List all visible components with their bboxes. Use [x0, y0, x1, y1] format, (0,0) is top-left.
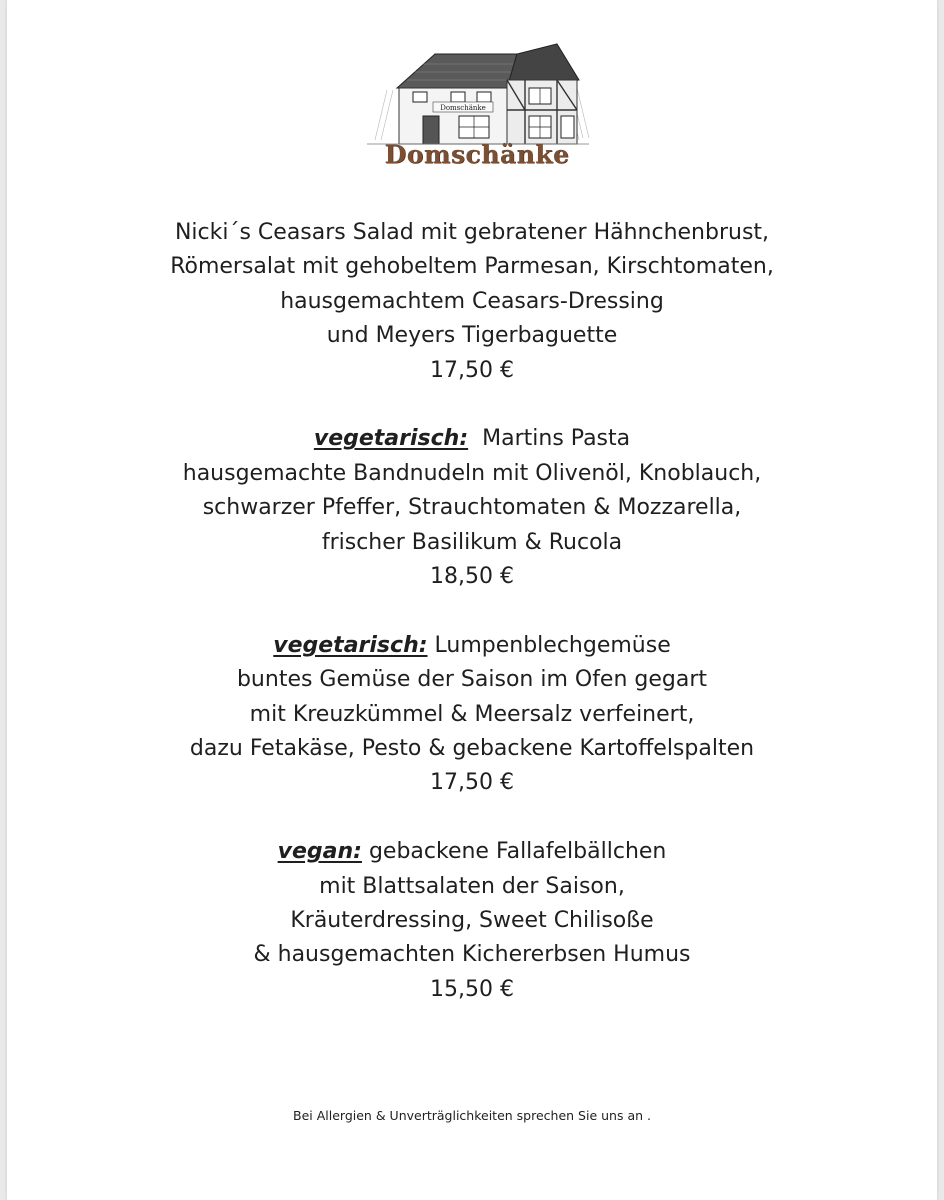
dish-title-line — [7, 629, 937, 663]
dish-description: frischer Basilikum & Rucola — [321, 529, 623, 555]
dish-description: Kräuterdressing, Sweet Chilisoße — [290, 908, 654, 934]
dish-price: 17,50 € — [430, 357, 514, 383]
dish-description: & hausgemachten Kichererbsen Humus — [253, 942, 691, 968]
dish-description: schwarzer Pfeffer, Strauchtomaten & Mozzarella, — [202, 495, 742, 521]
diet-tag: vegetarisch: — [273, 632, 428, 658]
logo-wordmark: Domschänke — [384, 140, 570, 169]
allergy-note: Bei Allergien & Unverträglichkeiten sprechen Sie uns an . — [293, 1108, 651, 1123]
diet-tag: vegetarisch: — [313, 426, 469, 452]
dish-price: 15,50 € — [430, 976, 514, 1002]
dish-title-line — [7, 835, 937, 869]
dish-title: Lumpenblechgemüse — [434, 632, 671, 658]
dish-title-line — [7, 216, 937, 250]
sign-text: Domschänke — [440, 104, 486, 112]
dish-description: mit Blattsalaten der Saison, — [319, 873, 625, 899]
diet-tag: vegan: — [277, 839, 362, 865]
menu-list — [7, 216, 937, 1007]
dish-description: hausgemachtem Ceasars-Dressing — [280, 288, 664, 314]
dish-item — [7, 216, 937, 388]
dish-item — [7, 835, 937, 1007]
dish-title: Martins Pasta — [482, 426, 631, 452]
house-sketch-icon — [357, 40, 597, 150]
dish-price: 18,50 € — [430, 564, 514, 590]
dish-description: buntes Gemüse der Saison im Ofen gegart — [236, 667, 708, 693]
dish-title-line — [7, 422, 937, 456]
dish-item — [7, 629, 937, 801]
dish-description: und Meyers Tigerbaguette — [326, 323, 618, 349]
dish-description: hausgemachte Bandnudeln mit Olivenöl, Knoblauch, — [182, 460, 762, 486]
restaurant-logo — [357, 40, 597, 180]
dish-description: dazu Fetakäse, Pesto & gebackene Kartoffelspalten — [189, 736, 755, 762]
dish-description: Römersalat mit gehobeltem Parmesan, Kirschtomaten, — [170, 254, 774, 280]
menu-page — [7, 0, 937, 1200]
dish-description: mit Kreuzkümmel & Meersalz verfeinert, — [249, 701, 695, 727]
dish-item — [7, 422, 937, 594]
dish-price: 17,50 € — [430, 770, 514, 796]
dish-title: Nicki´s Ceasars Salad mit gebratener Hähnchenbrust, — [174, 220, 770, 245]
dish-title: gebackene Fallafelbällchen — [368, 839, 667, 865]
